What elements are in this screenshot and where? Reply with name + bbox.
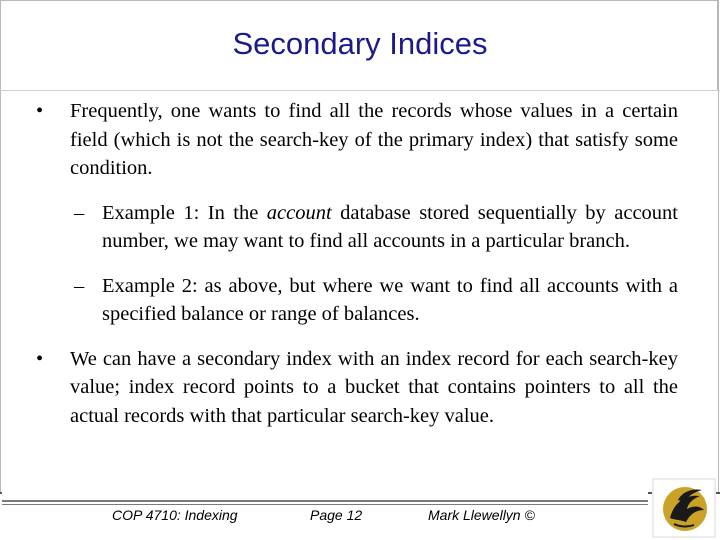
bullet-mark: • (36, 100, 44, 122)
slide-title: Secondary Indices (232, 26, 488, 61)
slide-body (30, 97, 678, 446)
sub-item (30, 199, 678, 256)
bullet-text: Frequently, one wants to find all the records whose values in a certain field (which is not the search-key of the primary index) that satisfy some condition. (70, 100, 678, 179)
sub-item-emphasis: account (266, 201, 332, 224)
frame-right-border (718, 0, 719, 492)
footer-course: COP 4710: Indexing (112, 507, 238, 523)
sub-item (30, 272, 678, 329)
dash-mark: – (74, 201, 85, 224)
dash-mark: – (74, 274, 85, 297)
sub-item-text-before: Example 1: In the (102, 201, 267, 224)
logo-graphic (652, 478, 716, 538)
frame-left-border (0, 0, 1, 492)
sub-item-text: Example 2: as above, but where we want to find all accounts with a specified balance or range of balances. (102, 274, 678, 325)
bullet-text: We can have a secondary index with an index record for each search-key value; index record points to a bucket that contains pointers to all the actual records with that particular search-key value. (70, 347, 678, 427)
bullet-item (30, 97, 678, 183)
title-divider (0, 90, 720, 91)
bullet-item (30, 345, 678, 431)
footer-author: Mark Llewellyn © (428, 507, 535, 523)
ucf-pegasus-logo-icon (652, 478, 716, 538)
footer-page-number: Page 12 (310, 507, 363, 523)
sub-item-text-after: database stored sequentially by account number, we may want to find all accounts in a particular branch. (102, 201, 678, 252)
bullet-mark: • (36, 347, 44, 370)
